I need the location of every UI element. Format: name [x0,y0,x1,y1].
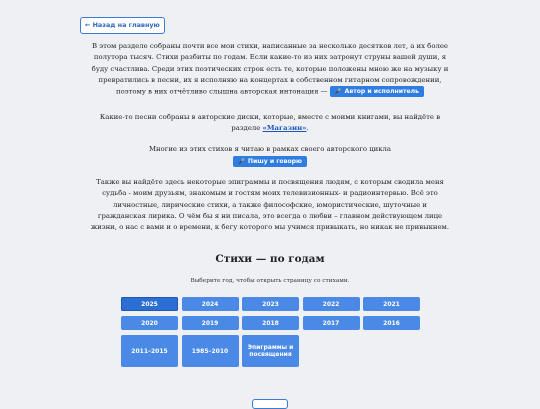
mic-icon: 🎤 [238,159,245,166]
year-button-2020[interactable]: 2020 [121,316,178,330]
intro-line: буду счастлива. Среди этих поэтических строк есть те, которые положены мною же на музыку и [91,64,449,73]
write-and-speak-label: Пишу и говорю [247,158,302,166]
reading-button-row [78,156,462,168]
years-section-subtitle: Выберите год, чтобы открыть страницу со стихами. [190,278,350,284]
year-button-2023[interactable]: 2023 [242,297,299,311]
year-button-2025[interactable]: 2025 [121,297,178,311]
year-button-2022[interactable]: 2022 [303,297,360,311]
intro-line: В этом разделе собраны почти все мои стихи, написанные за несколько десятков лет, а их более [91,42,449,50]
mic-icon: 🎤 [334,89,342,96]
year-button-2017[interactable]: 2017 [303,316,360,330]
extra-line: гражданская лирика. О чём бы я ни писала, это всегда о любви – главном действующем лице [97,211,443,220]
extra-line: жизни, о нас с вами и о времени, к бегу которого мы учимся привыкать, но никак не привыкнем. [90,223,450,232]
year-button-2021[interactable]: 2021 [363,297,420,311]
author-performer-button[interactable] [330,86,424,97]
intro-paragraph [78,41,462,98]
year-button-1985-2010[interactable]: 1985–2010 [182,335,239,367]
reading-text: Многие из этих стихов я читаю в рамках своего авторского цикла [148,145,392,153]
shop-link[interactable]: «Магазин» [262,124,307,133]
years-section-title: Стихи — по годам [215,253,325,265]
intro-line-text: поэтому в них отчётливо слышна авторская интонация — [115,87,328,96]
reading-paragraph [78,144,462,168]
extra-line: Также вы найдёте здесь некоторые эпиграммы и посвящения людям, с которым сводила меня [96,178,444,186]
shop-line [78,123,462,134]
shop-suffix: . [306,124,309,133]
year-button-2019[interactable]: 2019 [182,316,239,330]
author-performer-label: Автор и исполнитель [344,88,419,96]
write-and-speak-button[interactable] [233,156,307,167]
epigrams-dedications-button[interactable]: Эпиграммы и посвящения [242,335,299,367]
year-button-2024[interactable]: 2024 [182,297,239,311]
extra-line: личностные, лирические стихи, а также философские, юмористические, шуточные и [112,200,428,209]
shop-prefix: разделе [231,124,263,133]
intro-line [78,86,462,98]
intro-line: превратились в песни, их я исполняю на концертах в собственном гитарном сопровождении, [98,75,442,84]
intro-line: полутора тысяч. Стихи разбиты по годам. Если какие-то из них затронут струны вашей души, я [93,53,447,62]
back-to-home-button[interactable]: ← Назад на главную [80,17,165,34]
extra-line: судьба - моим друзьям, знакомым и гостям моих телевизионных- и радиоинтервью. Всё это [102,189,438,198]
year-button-2016[interactable]: 2016 [363,316,420,330]
shop-paragraph [78,112,462,135]
year-button-2018[interactable]: 2018 [242,316,299,330]
year-buttons-grid [121,297,420,367]
shop-line: Какие-то песни собраны в авторские диски, которые, вместе с моими книгами, вы найдёте в [99,113,441,121]
scroll-to-top-button[interactable] [252,399,288,409]
extra-paragraph [78,177,462,233]
year-button-2011-2015[interactable]: 2011–2015 [121,335,178,367]
